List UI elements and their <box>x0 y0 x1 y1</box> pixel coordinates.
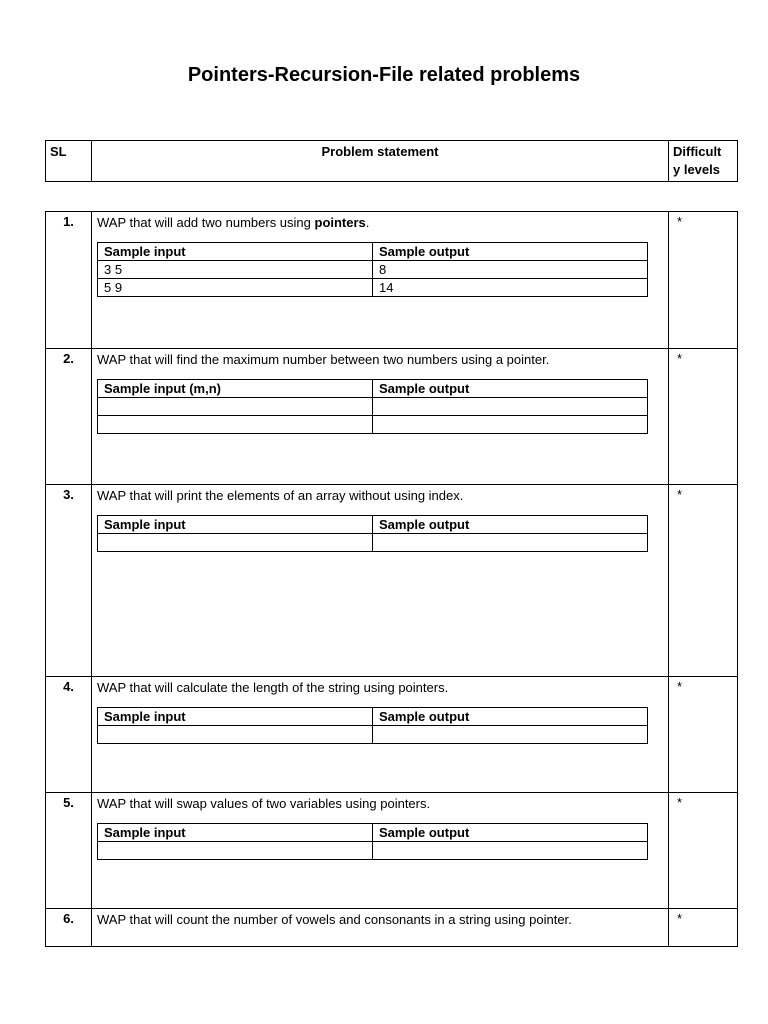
difficulty-level: * <box>669 793 738 909</box>
problem-statement: WAP that will calculate the length of the string using pointers. <box>97 680 449 695</box>
problem-statement: WAP that will count the number of vowels and consonants in a string using pointer. <box>97 912 572 927</box>
problem-statement: WAP that will print the elements of an array without using index. <box>97 488 464 503</box>
sample-input-cell: 3 5 <box>98 261 373 279</box>
sample-table <box>97 515 648 552</box>
header-problem-statement: Problem statement <box>92 141 669 182</box>
problem-cell <box>92 485 669 677</box>
difficulty-level: * <box>669 212 738 349</box>
sample-table <box>97 707 648 744</box>
difficulty-level: * <box>669 349 738 485</box>
sample-input-header: Sample input <box>98 243 373 261</box>
sample-table <box>97 823 648 860</box>
problem-number: 4. <box>46 677 92 793</box>
sample-input-header: Sample input <box>98 516 373 534</box>
page-title: Pointers-Recursion-File related problems <box>187 64 581 86</box>
sample-input-header: Sample input (m,n) <box>98 380 373 398</box>
header-difficulty: Difficult y levels <box>669 141 738 182</box>
problem-row <box>46 909 738 947</box>
sample-output-cell: 8 <box>373 261 648 279</box>
sample-input-header: Sample input <box>98 824 373 842</box>
header-table <box>45 140 738 182</box>
problem-row <box>46 793 738 909</box>
problem-cell <box>92 793 669 909</box>
sample-output-cell <box>373 416 648 434</box>
sample-input-cell <box>98 726 373 744</box>
problem-statement: WAP that will swap values of two variables using pointers. <box>97 796 431 811</box>
sample-input-cell: 5 9 <box>98 279 373 297</box>
sample-table <box>97 379 648 434</box>
sample-input-cell <box>98 416 373 434</box>
sample-output-header: Sample output <box>373 824 648 842</box>
sample-output-cell: 14 <box>373 279 648 297</box>
problem-number: 1. <box>46 212 92 349</box>
problem-row <box>46 349 738 485</box>
sample-output-cell <box>373 842 648 860</box>
problem-cell <box>92 212 669 349</box>
problem-row <box>46 212 738 349</box>
problems-table <box>45 211 738 947</box>
problem-number: 3. <box>46 485 92 677</box>
problem-cell <box>92 909 669 947</box>
sample-input-cell <box>98 842 373 860</box>
sample-output-cell <box>373 534 648 552</box>
difficulty-level: * <box>669 677 738 793</box>
header-sl: SL <box>46 141 92 182</box>
sample-output-header: Sample output <box>373 380 648 398</box>
sample-output-header: Sample output <box>373 708 648 726</box>
problem-number: 5. <box>46 793 92 909</box>
sample-output-header: Sample output <box>373 516 648 534</box>
sample-input-cell <box>98 398 373 416</box>
problem-cell <box>92 349 669 485</box>
problem-statement: WAP that will find the maximum number between two numbers using a pointer. <box>97 352 550 367</box>
sample-output-header: Sample output <box>373 243 648 261</box>
sample-input-header: Sample input <box>98 708 373 726</box>
sample-output-cell <box>373 726 648 744</box>
sample-output-cell <box>373 398 648 416</box>
sample-table <box>97 242 648 297</box>
sample-input-cell <box>98 534 373 552</box>
problem-number: 6. <box>46 909 92 947</box>
problem-statement: WAP that will add two numbers using pointers. <box>97 215 370 230</box>
problem-row <box>46 677 738 793</box>
difficulty-level: * <box>669 485 738 677</box>
difficulty-level: * <box>669 909 738 947</box>
problem-cell <box>92 677 669 793</box>
problem-row <box>46 485 738 677</box>
problem-number: 2. <box>46 349 92 485</box>
